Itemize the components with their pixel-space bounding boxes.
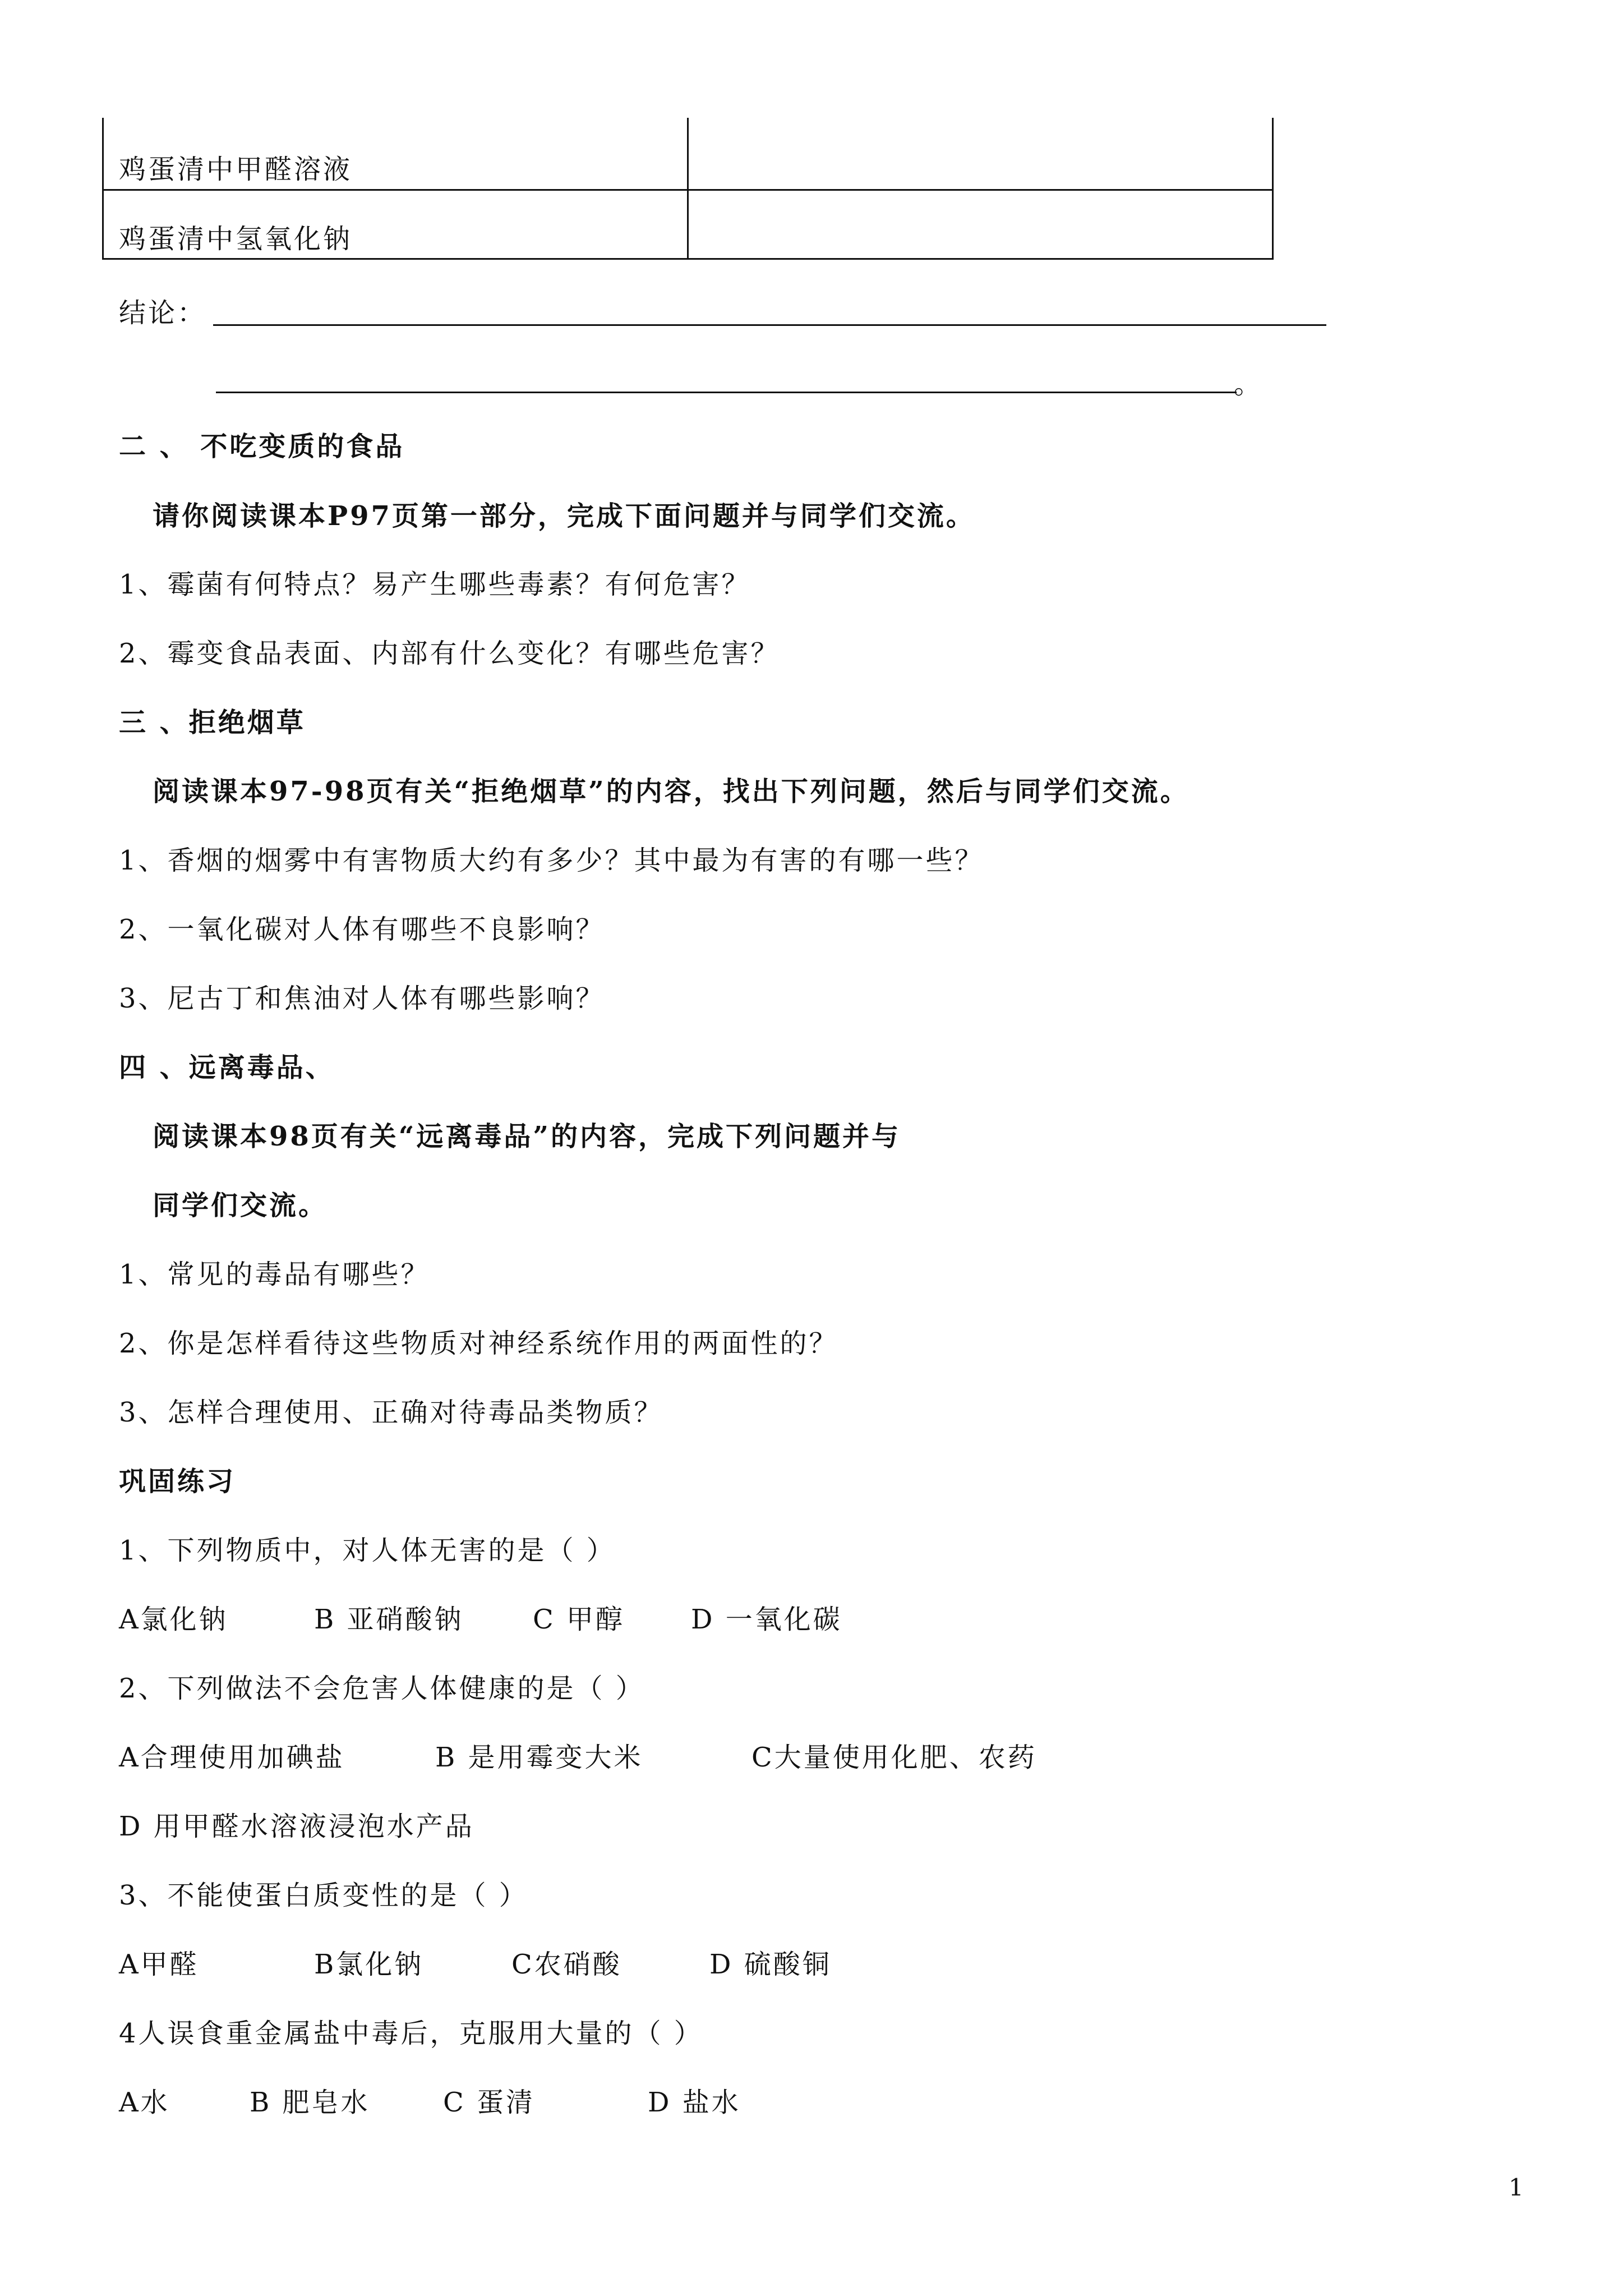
option-b: B氯化钠 xyxy=(314,1949,424,1980)
option-d: D 盐水 xyxy=(648,2087,741,2118)
question: 1、常见的毒品有哪些？ xyxy=(119,1259,430,1290)
question: 3、怎样合理使用、正确对待毒品类物质？ xyxy=(119,1397,663,1428)
option-c: C 甲醇 xyxy=(533,1604,625,1635)
option-c: C 蛋清 xyxy=(443,2087,535,2118)
option-b: B 亚硝酸钠 xyxy=(314,1604,464,1635)
question: 2、霉变食品表面、内部有什么变化？有哪些危害？ xyxy=(119,638,780,669)
practice-question-stem: 4人误食重金属盐中毒后，克服用大量的（ ） xyxy=(119,2018,703,2049)
conclusion-blank-line xyxy=(213,324,1326,326)
table-row-divider xyxy=(102,189,1274,191)
conclusion-blank-line-2 xyxy=(216,392,1237,393)
section-intro: 请你阅读课本P97页第一部分，完成下面问题并与同学们交流。 xyxy=(153,500,975,532)
section-heading: 四 、远离毒品、 xyxy=(119,1052,335,1083)
option-a: A甲醛 xyxy=(119,1949,199,1980)
option-d: D 硫酸铜 xyxy=(709,1949,832,1980)
table-border-right xyxy=(1272,118,1274,259)
question: 1、霉菌有何特点？易产生哪些毒素？有何危害？ xyxy=(119,569,751,600)
option-c: C农硝酸 xyxy=(511,1949,622,1980)
option-b: B 是用霉变大米 xyxy=(435,1742,643,1773)
conclusion-end-mark: 。 xyxy=(1234,369,1264,400)
practice-question-stem: 3、不能使蛋白质变性的是（ ） xyxy=(119,1880,528,1911)
option-a: A合理使用加碘盐 xyxy=(119,1742,345,1773)
table-border-middle xyxy=(687,118,689,259)
option-d: D 一氧化碳 xyxy=(691,1604,842,1635)
option-d: D 用甲醛水溶液浸泡水产品 xyxy=(119,1811,474,1842)
conclusion-label: 结论： xyxy=(119,297,207,329)
table-row-label: 鸡蛋清中甲醛溶液 xyxy=(119,154,353,185)
option-a: A氯化钠 xyxy=(119,1604,228,1635)
question: 2、一氧化碳对人体有哪些不良影响？ xyxy=(119,914,605,945)
page-number: 1 xyxy=(1509,2174,1526,2201)
table-row-label: 鸡蛋清中氢氧化钠 xyxy=(119,223,353,255)
section-intro-continued: 同学们交流。 xyxy=(153,1190,328,1221)
option-b: B 肥皂水 xyxy=(250,2087,370,2118)
table-border-left xyxy=(102,118,104,259)
practice-question-stem: 2、下列做法不会危害人体健康的是（ ） xyxy=(119,1673,645,1704)
section-intro: 阅读课本98页有关“远离毒品”的内容，完成下列问题并与 xyxy=(153,1121,901,1152)
question: 3、尼古丁和焦油对人体有哪些影响？ xyxy=(119,983,605,1014)
practice-question-stem: 1、下列物质中，对人体无害的是（ ） xyxy=(119,1535,616,1566)
option-a: A水 xyxy=(119,2087,170,2118)
question: 2、你是怎样看待这些物质对神经系统作用的两面性的？ xyxy=(119,1328,838,1359)
practice-heading: 巩固练习 xyxy=(119,1466,236,1497)
table-border-bottom xyxy=(102,258,1274,260)
section-heading: 二 、 不吃变质的食品 xyxy=(119,431,405,462)
section-intro: 阅读课本97-98页有关“拒绝烟草”的内容，找出下列问题，然后与同学们交流。 xyxy=(153,776,1189,807)
section-heading: 三 、拒绝烟草 xyxy=(119,707,306,738)
question: 1、香烟的烟雾中有害物质大约有多少？其中最为有害的有哪一些？ xyxy=(119,845,984,876)
option-c: C大量使用化肥、农药 xyxy=(751,1742,1037,1773)
